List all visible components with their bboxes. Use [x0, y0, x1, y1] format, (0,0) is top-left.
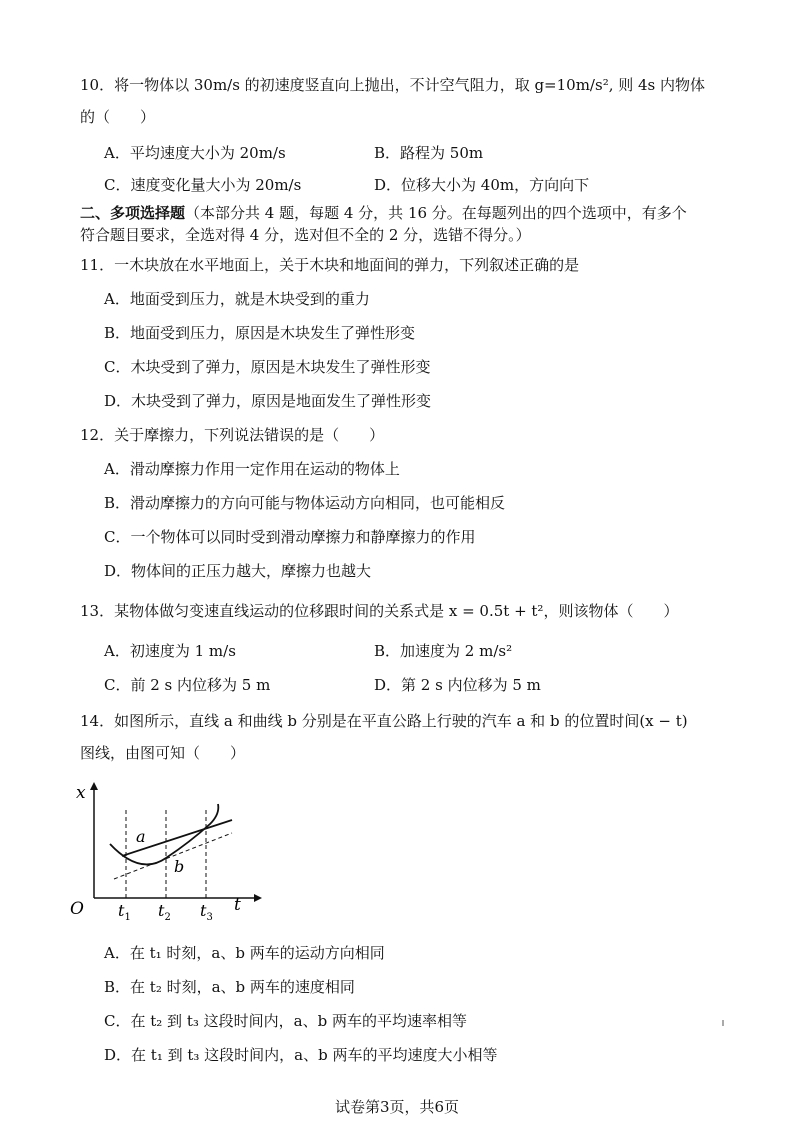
- origin-label: O: [70, 899, 84, 919]
- q10-option-d: D．位移大小为 40m，方向向下: [374, 176, 590, 194]
- t1-base: t: [118, 901, 125, 920]
- t2-label: [158, 901, 171, 923]
- label-a: a: [136, 827, 146, 846]
- t3-base: t: [200, 901, 207, 920]
- q10-option-a: A．平均速度大小为 20m/s: [104, 144, 286, 162]
- page-footer: 试卷第3页，共6页: [334, 1098, 460, 1116]
- t1-subscript: 1: [124, 912, 131, 923]
- q12-option-c: C．一个物体可以同时受到滑动摩擦力和静摩擦力的作用: [104, 528, 476, 546]
- q11-stem: 11．一木块放在水平地面上，关于木块和地面间的弹力，下列叙述正确的是: [80, 256, 580, 274]
- t3-label: [200, 901, 213, 923]
- t2-base: t: [158, 901, 165, 920]
- q10-stem-line1: 10．将一物体以 30m/s 的初速度竖直向上抛出，不计空气阻力，取 g=10m/s², 则 4s 内物体: [80, 76, 706, 94]
- q12-stem: 12．关于摩擦力，下列说法错误的是（ ）: [80, 426, 385, 444]
- q14-option-a: A．在 t₁ 时刻，a、b 两车的运动方向相同: [104, 944, 385, 962]
- section-title: 二、多项选择题: [80, 204, 186, 222]
- q14-option-c: C．在 t₂ 到 t₃ 这段时间内，a、b 两车的平均速率相等: [104, 1012, 467, 1030]
- q13-stem: 13．某物体做匀变速直线运动的位移跟时间的关系式是 x = 0.5t + t²，则该物体（ ）: [80, 602, 679, 620]
- t3-subscript: 3: [206, 912, 213, 923]
- q11-option-d: D．木块受到了弹力，原因是地面发生了弹性形变: [104, 392, 432, 410]
- q14-stem-line1: 14．如图所示，直线 a 和曲线 b 分别是在平直公路上行驶的汽车 a 和 b 的位置时间(x − t): [80, 712, 688, 730]
- section-desc-line2: 符合题目要求，全选对得 4 分，选对但不全的 2 分，选错不得分。）: [80, 226, 531, 244]
- q13-option-c: C．前 2 s 内位移为 5 m: [104, 676, 271, 694]
- label-b: b: [174, 857, 185, 876]
- q14-stem-line2: 图线，由图可知（ ）: [80, 744, 246, 762]
- x-axis-arrow-icon: [90, 782, 98, 790]
- section-desc-line1: （本部分共 4 题，每题 4 分，共 16 分。在每题列出的四个选项中，有多个: [185, 204, 687, 222]
- t2-subscript: 2: [164, 912, 171, 923]
- t-axis-arrow-icon: [254, 894, 262, 902]
- q11-option-b: B．地面受到压力，原因是木块发生了弹性形变: [104, 324, 416, 342]
- q13-option-a: A．初速度为 1 m/s: [104, 642, 236, 660]
- q12-option-a: A．滑动摩擦力作用一定作用在运动的物体上: [104, 460, 400, 478]
- q13-option-b: B．加速度为 2 m/s²: [374, 642, 513, 660]
- q12-option-b: B．滑动摩擦力的方向可能与物体运动方向相同，也可能相反: [104, 494, 506, 512]
- y-axis-label: x: [76, 783, 86, 803]
- q14-option-b: B．在 t₂ 时刻，a、b 两车的速度相同: [104, 978, 355, 996]
- t1-label: [118, 901, 131, 923]
- q13-option-d: D．第 2 s 内位移为 5 m: [374, 676, 541, 694]
- x-axis-label: t: [234, 895, 241, 915]
- q10-stem-line2: 的（ ）: [80, 108, 156, 126]
- q11-option-a: A．地面受到压力，就是木块受到的重力: [104, 290, 370, 308]
- section-header: [80, 202, 687, 224]
- q11-option-c: C．木块受到了弹力，原因是木块发生了弹性形变: [104, 358, 431, 376]
- scan-mark: [722, 1020, 724, 1026]
- q12-option-d: D．物体间的正压力越大，摩擦力也越大: [104, 562, 372, 580]
- q10-option-b: B．路程为 50m: [374, 144, 484, 162]
- xt-graph: [62, 778, 262, 928]
- q10-option-c: C．速度变化量大小为 20m/s: [104, 176, 302, 194]
- q14-option-d: D．在 t₁ 到 t₃ 这段时间内，a、b 两车的平均速度大小相等: [104, 1046, 498, 1064]
